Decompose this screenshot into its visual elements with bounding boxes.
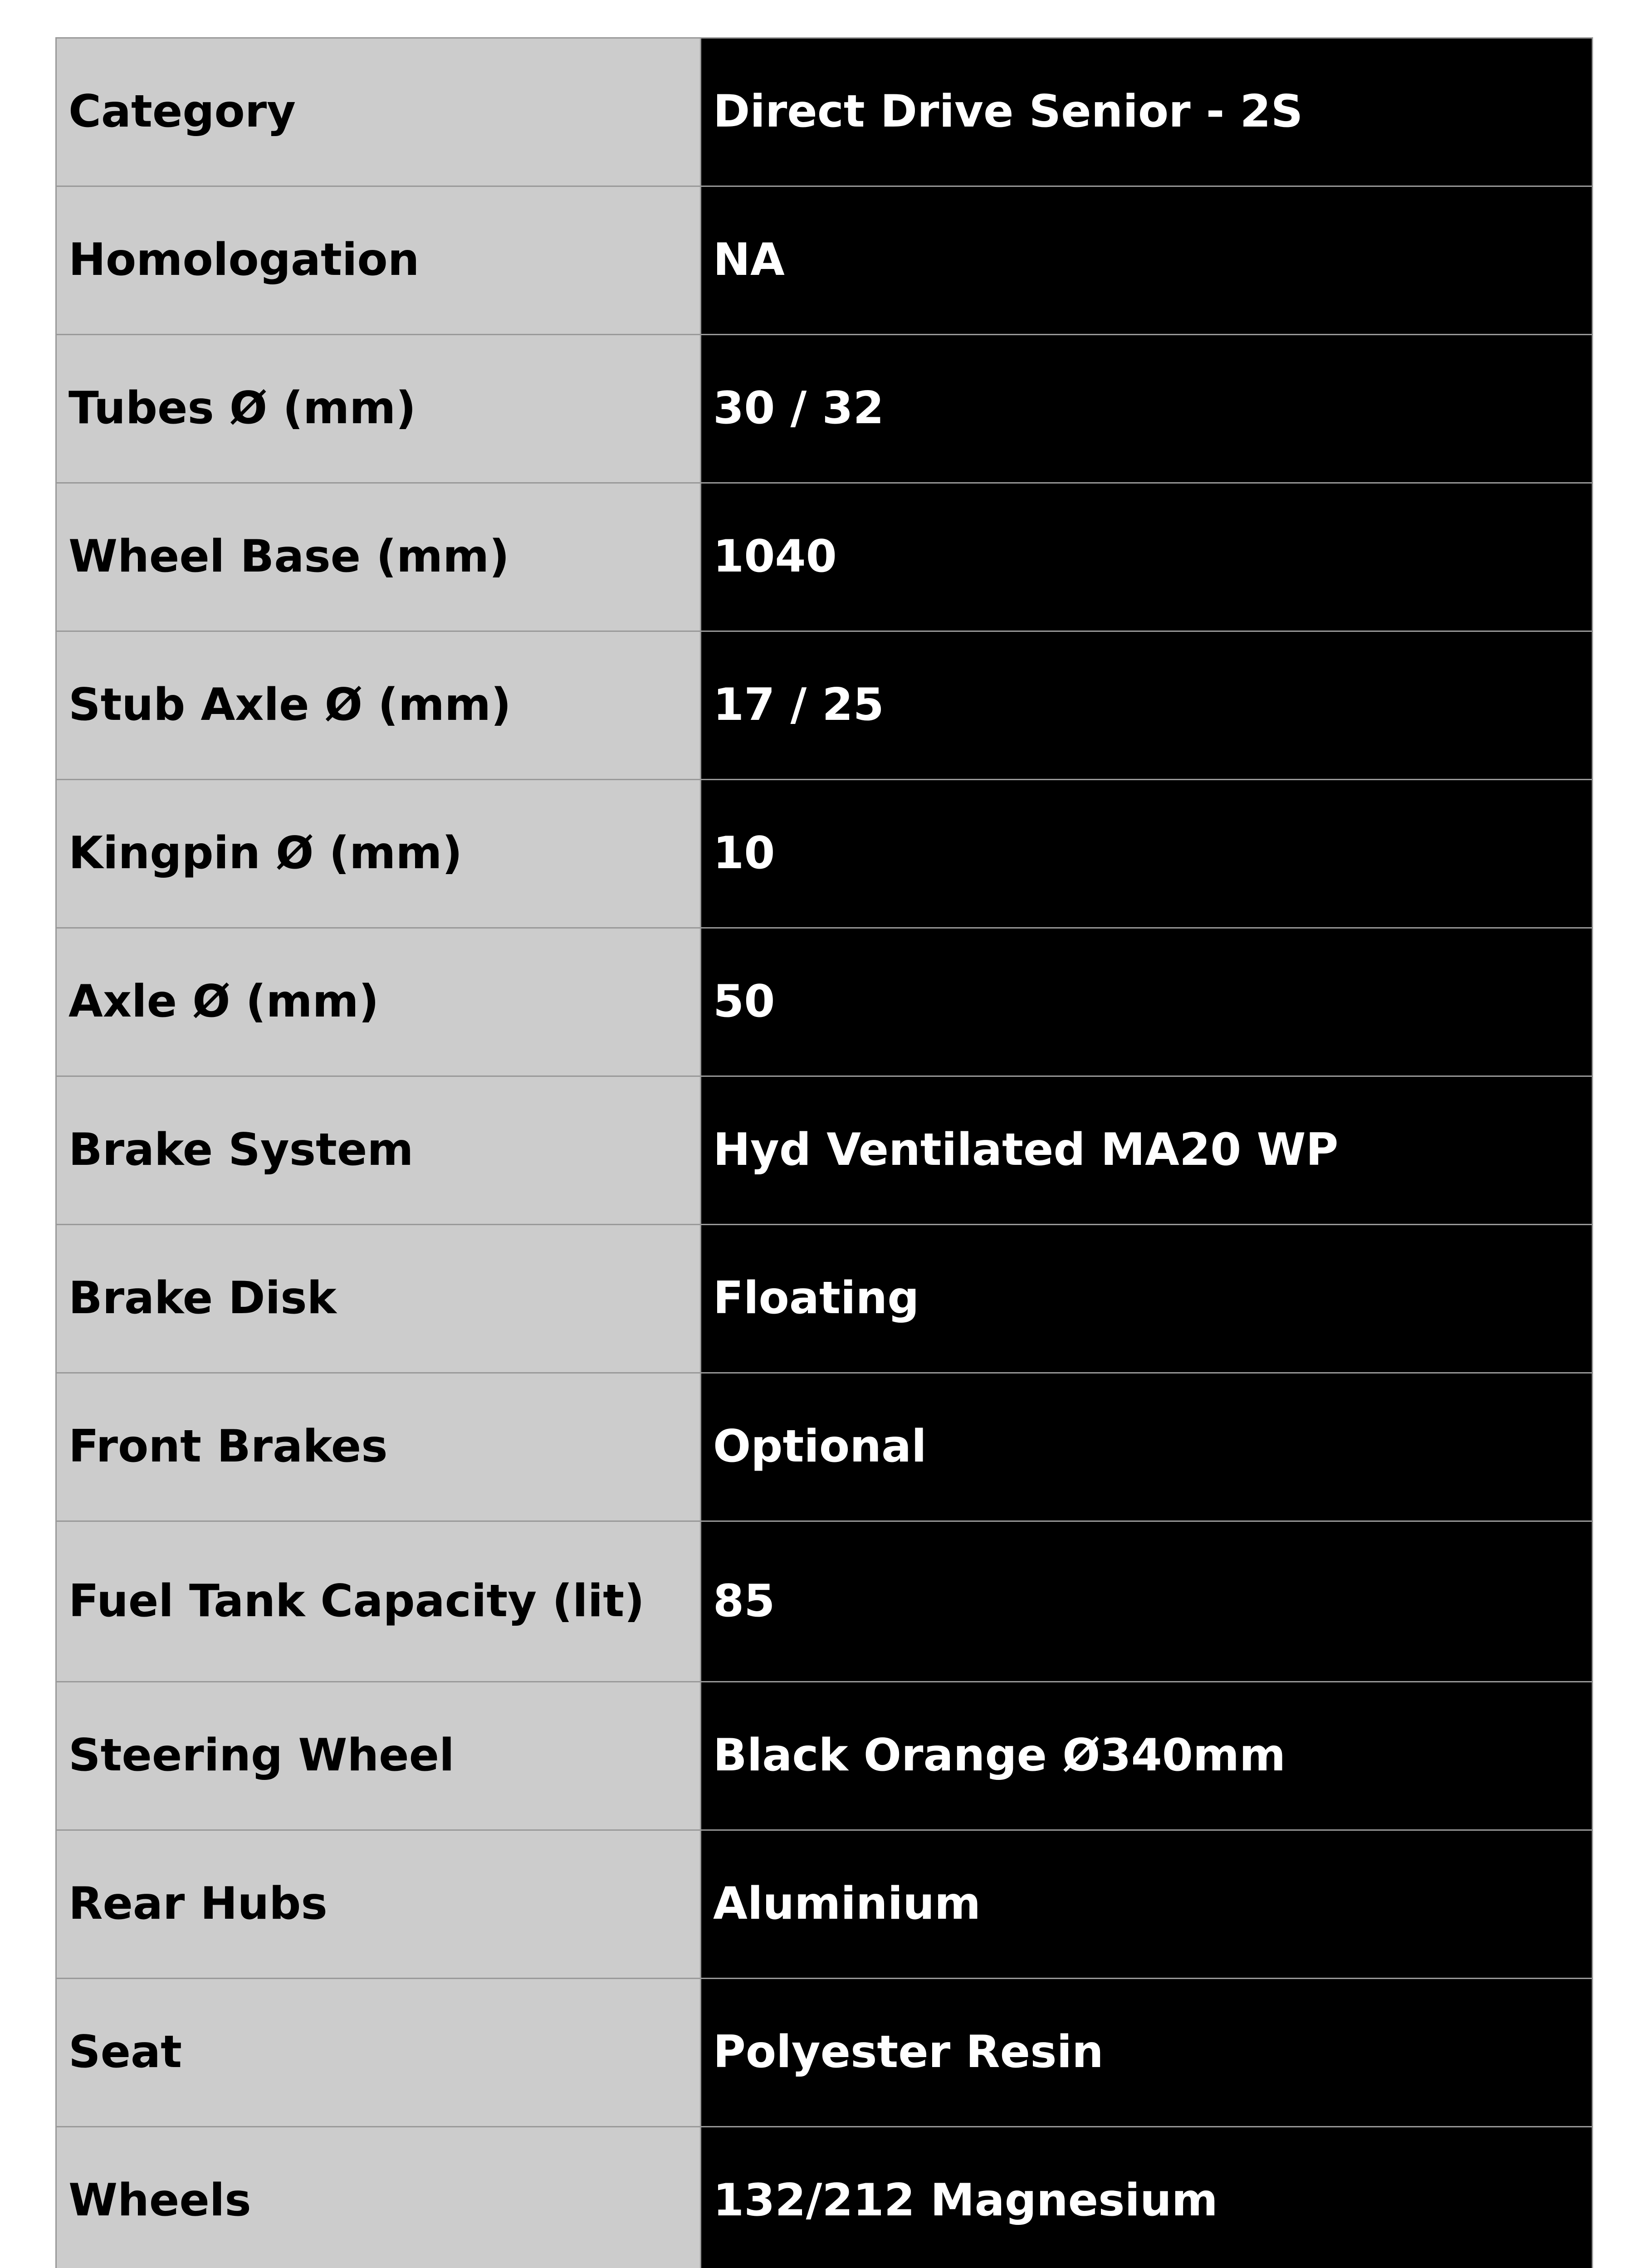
spec-value: Floating <box>701 1225 1593 1373</box>
spec-label: Rear Hubs <box>56 1830 701 1979</box>
spec-value: 17 / 25 <box>701 631 1593 780</box>
spec-value: 132/212 Magnesium <box>701 2127 1593 2268</box>
table-row <box>56 38 1593 186</box>
table-row <box>56 1682 1593 1830</box>
spec-label: Kingpin Ø (mm) <box>56 780 701 928</box>
spec-value: Polyester Resin <box>701 1979 1593 2127</box>
spec-label: Brake System <box>56 1076 701 1225</box>
spec-label: Wheel Base (mm) <box>56 483 701 631</box>
spec-label: Brake Disk <box>56 1225 701 1373</box>
table-row <box>56 335 1593 483</box>
spec-value: 1040 <box>701 483 1593 631</box>
spec-label: Front Brakes <box>56 1373 701 1521</box>
spec-value: Black Orange Ø340mm <box>701 1682 1593 1830</box>
spec-value: Optional <box>701 1373 1593 1521</box>
spec-value: 30 / 32 <box>701 335 1593 483</box>
table-row <box>56 928 1593 1076</box>
spec-label: Tubes Ø (mm) <box>56 335 701 483</box>
table-row <box>56 631 1593 780</box>
table-row <box>56 1225 1593 1373</box>
spec-value: Hyd Ventilated MA20 WP <box>701 1076 1593 1225</box>
spec-value: 85 <box>701 1521 1593 1682</box>
table-row <box>56 186 1593 335</box>
spec-value: Aluminium <box>701 1830 1593 1979</box>
spec-label: Category <box>56 38 701 186</box>
spec-value: Direct Drive Senior - 2S <box>701 38 1593 186</box>
table-row <box>56 483 1593 631</box>
table-row <box>56 2127 1593 2268</box>
spec-label: Wheels <box>56 2127 701 2268</box>
table-row <box>56 1373 1593 1521</box>
spec-label: Stub Axle Ø (mm) <box>56 631 701 780</box>
spec-value: 10 <box>701 780 1593 928</box>
spec-label: Fuel Tank Capacity (lit) <box>56 1521 701 1682</box>
spec-value: NA <box>701 186 1593 335</box>
spec-label: Seat <box>56 1979 701 2127</box>
table-row <box>56 1521 1593 1682</box>
spec-value: 50 <box>701 928 1593 1076</box>
table-row <box>56 1979 1593 2127</box>
spec-table <box>55 37 1593 2268</box>
spec-label: Homologation <box>56 186 701 335</box>
spec-label: Steering Wheel <box>56 1682 701 1830</box>
table-row <box>56 780 1593 928</box>
table-row <box>56 1830 1593 1979</box>
spec-label: Axle Ø (mm) <box>56 928 701 1076</box>
table-row <box>56 1076 1593 1225</box>
